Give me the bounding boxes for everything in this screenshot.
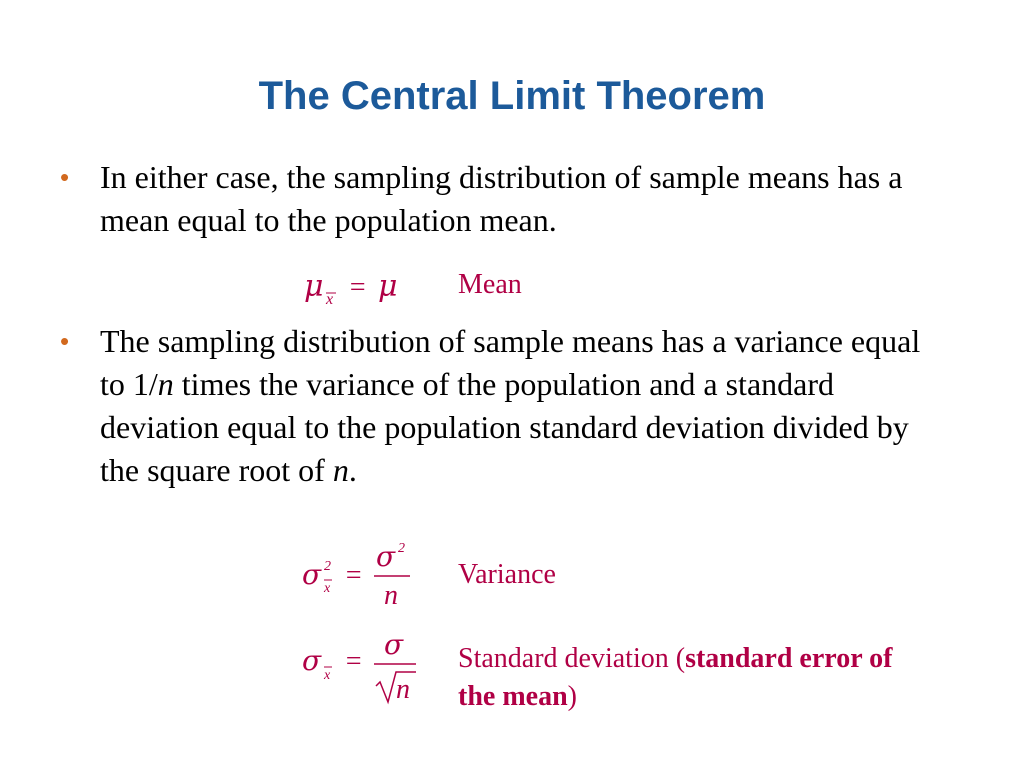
bullet-marker: •	[60, 326, 70, 356]
svg-text:μ: μ	[378, 269, 398, 304]
svg-text:n: n	[384, 580, 398, 611]
slide-title: The Central Limit Theorem	[258, 74, 766, 118]
variance-formula	[300, 536, 430, 612]
svg-text:=: =	[348, 272, 367, 303]
svg-text:σ: σ	[376, 540, 396, 573]
std-dev-label: Standard deviation (standard error of the mean)	[458, 643, 893, 712]
bullet-marker: •	[60, 162, 70, 192]
std-dev-formula	[300, 626, 430, 710]
svg-text:=: =	[344, 560, 363, 591]
svg-text:x: x	[324, 581, 331, 596]
svg-text:x: x	[326, 291, 334, 308]
svg-text:σ: σ	[302, 644, 322, 677]
mean-formula	[300, 266, 420, 310]
svg-text:2: 2	[398, 541, 405, 556]
bullet-text: The sampling distribution of sample means has a variance equal to 1/n times the variance of the population and a standard deviation equal to the population standard deviation divided by the square root of n.	[100, 323, 921, 488]
bullet-item	[60, 320, 940, 540]
variance-label: Variance	[458, 559, 556, 590]
svg-text:μ: μ	[304, 269, 324, 304]
mean-label: Mean	[458, 269, 522, 300]
svg-text:2: 2	[324, 559, 331, 574]
svg-text:σ: σ	[302, 558, 322, 591]
bullet-item	[60, 156, 940, 246]
svg-text:x: x	[324, 668, 331, 683]
svg-text:σ: σ	[384, 628, 404, 661]
svg-text:=: =	[344, 646, 363, 677]
svg-text:n: n	[396, 674, 410, 705]
bullet-text: In either case, the sampling distribution of sample means has a mean equal to the population mean.	[100, 159, 903, 238]
